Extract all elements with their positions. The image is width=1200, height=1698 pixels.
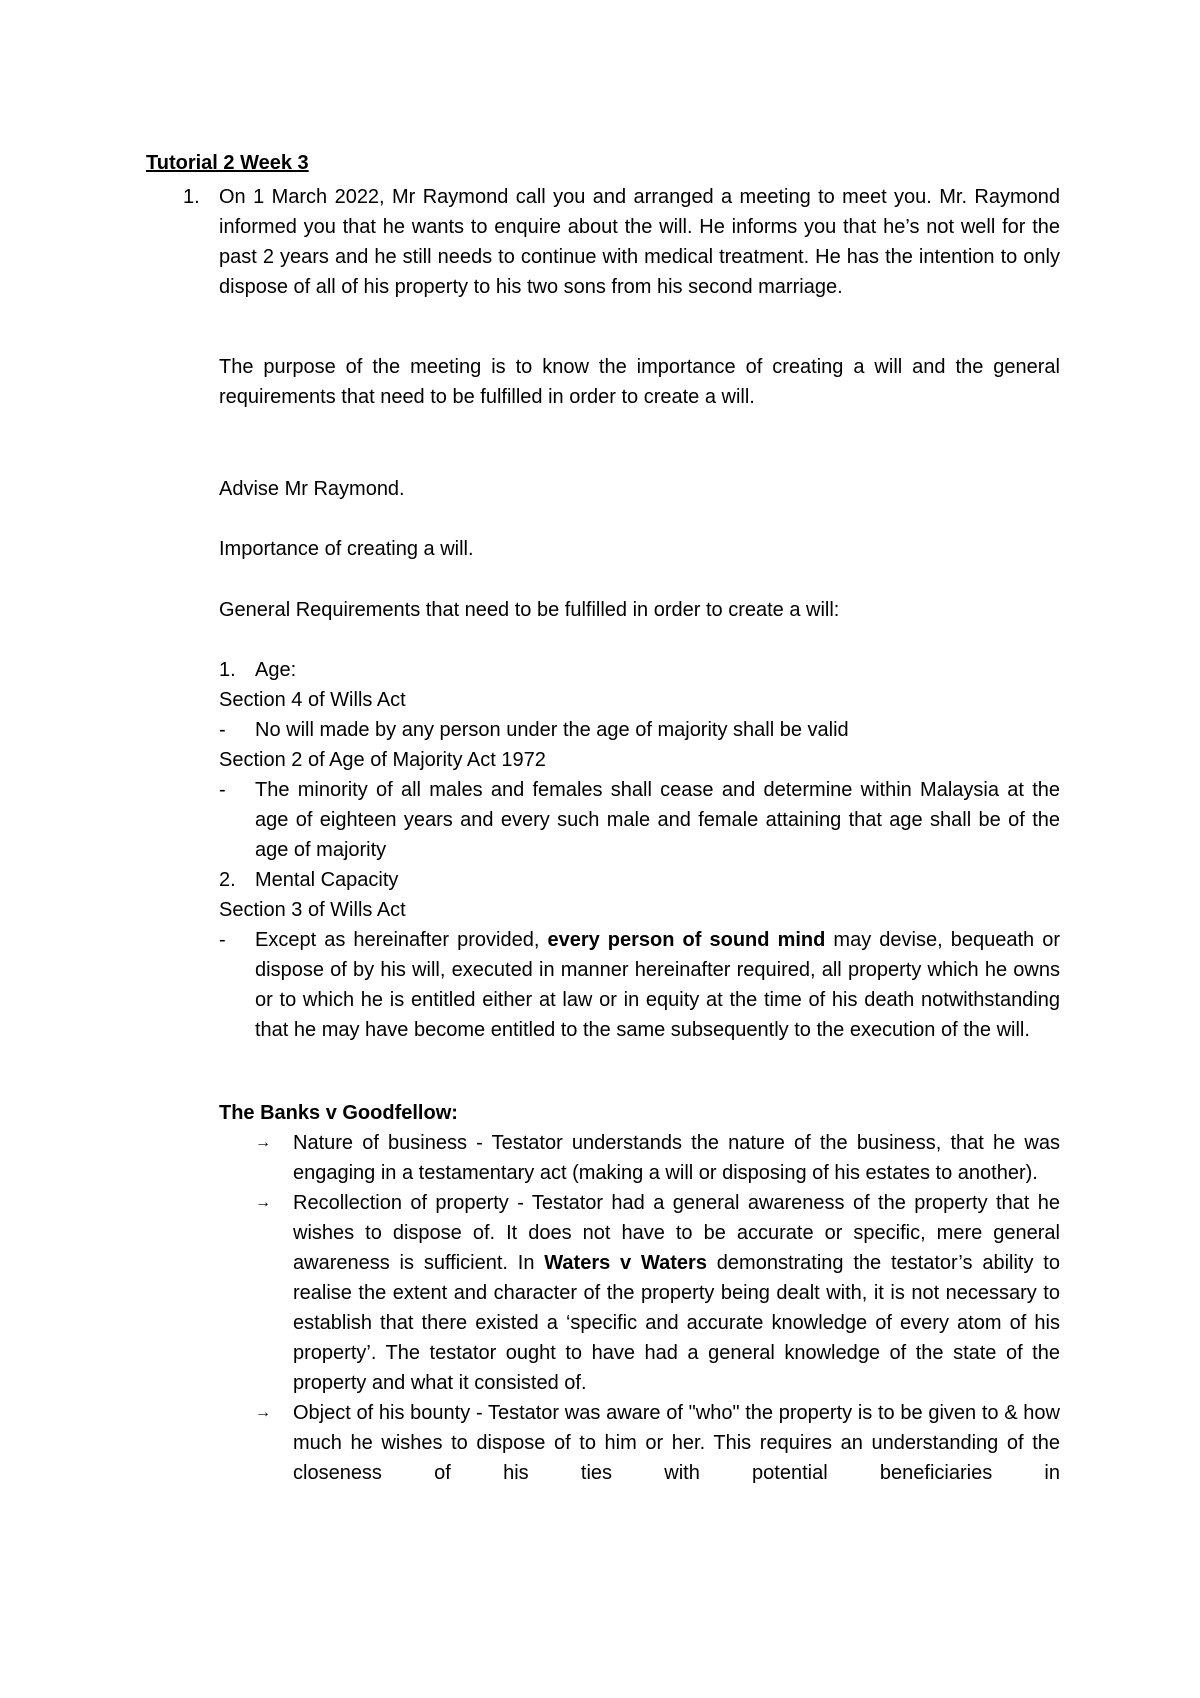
question-paragraph-2: The purpose of the meeting is to know the importance of creating a will and the general requirements that need to be fulfilled in order to create a will. (219, 356, 1060, 408)
arrow-right-icon: → (255, 1404, 271, 1421)
section-quote (219, 925, 1060, 1045)
requirements-heading: General Requirements that need to be fulfilled in order to create a will: (219, 599, 840, 621)
section-quote-emphasis: every person of sound mind (547, 929, 826, 951)
importance-heading: Importance of creating a will. (219, 538, 474, 560)
section-reference: Section 4 of Wills Act (219, 689, 406, 711)
case-point-text: Object of his bounty - Testator was aware of "who" the property is to be given to & how much he wishes to dispose of to him or her. This requires an understanding of the closeness of his ties with potential beneficiaries in (293, 1402, 1060, 1484)
advise-line: Advise Mr Raymond. (219, 478, 405, 500)
case-point (255, 1188, 1060, 1398)
section-quote (219, 775, 1060, 865)
section-quote-text: The minority of all males and females shall cease and determine within Malaysia at the age of eighteen years and every such male and female attaining that age shall be of the age of majority (255, 779, 1060, 861)
case-point-text: demonstrating the testator’s ability to realise the extent and character of the property being dealt with, it is not necessary to establish that there existed a ‘specific and accurate knowledge of every atom of his property’. The testator ought to have had a general knowledge of the state of the property and what it consisted of. (293, 1252, 1060, 1394)
requirement-label: Mental Capacity (255, 869, 399, 891)
case-point-text: Recollection of property - Testator had a general awareness of the property that he wishes to dispose of. It does not have to be accurate or specific, mere general awareness is sufficient. In (293, 1192, 1060, 1274)
section-reference: Section 3 of Wills Act (219, 899, 406, 921)
requirement-mental-capacity (219, 865, 1060, 895)
case-point (255, 1398, 1060, 1488)
case-name-emphasis: Waters v Waters (544, 1252, 707, 1274)
section-quote-text: No will made by any person under the age of majority shall be valid (255, 719, 849, 741)
requirement-age (219, 655, 1060, 685)
dash-marker: - (219, 779, 226, 801)
document-title: Tutorial 2 Week 3 (146, 152, 309, 174)
case-points-list (255, 1128, 1060, 1488)
dash-marker: - (219, 719, 226, 741)
arrow-right-icon: → (255, 1134, 271, 1151)
question-paragraph-1: On 1 March 2022, Mr Raymond call you and arranged a meeting to meet you. Mr. Raymond informed you that he wants to enquire about the will. He informs you that he’s not well for the past 2 years and he still needs to continue with medical treatment. He has the intention to only dispose of all of his property to his two sons from his second marriage. (219, 186, 1060, 298)
dash-marker: - (219, 929, 226, 951)
question-number: 1. (183, 186, 200, 208)
section-quote-text: may devise, bequeath or dispose of by his will, executed in manner hereinafter required, all property which he owns or to which he is entitled either at law or in equity at the time of his death notwithstanding that he may have become entitled to the same subsequently to the execution of the will. (255, 929, 1060, 1041)
case-point (255, 1128, 1060, 1188)
section-quote-text: Except as hereinafter provided, (255, 929, 548, 951)
requirement-label: Age: (255, 659, 297, 681)
section-quote (219, 715, 1060, 745)
case-heading: The Banks v Goodfellow: (219, 1102, 458, 1124)
arrow-right-icon: → (255, 1194, 271, 1211)
requirement-number: 2. (219, 869, 236, 891)
case-point-text: Nature of business - Testator understands the nature of the business, that he was engaging in a testamentary act (making a will or disposing of his estates to another). (293, 1132, 1060, 1184)
requirement-number: 1. (219, 659, 236, 681)
requirements-list (219, 655, 1060, 1045)
section-reference: Section 2 of Age of Majority Act 1972 (219, 749, 546, 771)
